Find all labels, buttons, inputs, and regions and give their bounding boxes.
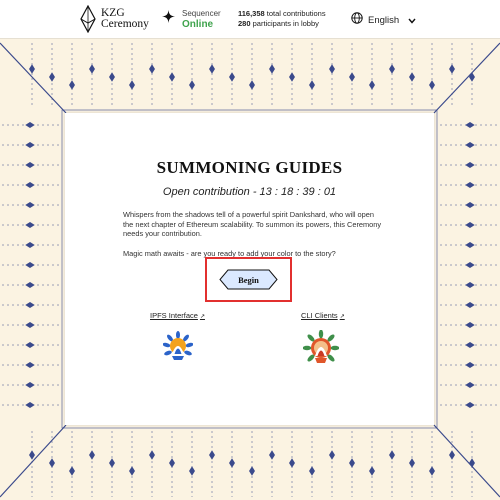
- ornament-mark: [26, 243, 34, 248]
- ornament-mark: [26, 343, 34, 348]
- sparkle-icon: [162, 10, 175, 28]
- ornament-mark: [230, 459, 235, 467]
- ornament-mark: [26, 183, 34, 188]
- ornament-mark: [26, 303, 34, 308]
- ornament-mark: [50, 73, 55, 81]
- ornament-mark: [390, 65, 395, 73]
- ornament-mark: [26, 363, 34, 368]
- brand-name: [101, 8, 149, 30]
- ornament-mark: [26, 283, 34, 288]
- ornament-mark: [26, 123, 34, 128]
- ornament-mark: [330, 451, 335, 459]
- ipfs-link-label: IPFS Interface: [150, 311, 198, 320]
- ornament-mark: [410, 73, 415, 81]
- ornament-mark: [310, 467, 315, 475]
- ornament-mark: [330, 65, 335, 73]
- ornament-mark: [26, 383, 34, 388]
- begin-button[interactable]: [219, 269, 278, 290]
- contributions-stat: [238, 9, 326, 19]
- ornament-mark: [450, 65, 455, 73]
- ornament-mark: [130, 81, 135, 89]
- participants-stat: [238, 19, 326, 29]
- ornament-mark: [466, 403, 474, 408]
- ornament-mark: [70, 467, 75, 475]
- page-title: SUMMONING GUIDES: [156, 158, 343, 177]
- countdown-seconds: 39: [302, 186, 315, 198]
- brand-line-1: KZG: [101, 7, 125, 19]
- ornament-mark: [250, 467, 255, 475]
- sequencer-label: Sequencer: [182, 9, 221, 18]
- ornament-mark: [466, 343, 474, 348]
- top-header: [0, 0, 500, 39]
- ornament-mark: [466, 303, 474, 308]
- ornament-mark: [90, 65, 95, 73]
- ornament-mark: [150, 65, 155, 73]
- ornament-mark: [0, 425, 66, 497]
- countdown-prefix: Open contribution -: [162, 186, 260, 198]
- language-label: English: [368, 14, 400, 26]
- ornament-mark: [0, 43, 66, 113]
- ornament-mark: [26, 263, 34, 268]
- brand-logo[interactable]: [80, 5, 149, 33]
- ornament-mark: [350, 73, 355, 81]
- ornament-mark: [450, 451, 455, 459]
- chevron-down-icon: [408, 11, 416, 29]
- sequencer-status: [162, 8, 221, 30]
- external-link-icon: ↗: [199, 314, 205, 320]
- kzg-logo-icon: [80, 5, 96, 33]
- ornament-mark: [190, 81, 195, 89]
- sequencer-online-status: Online: [182, 19, 214, 30]
- ornament-mark: [170, 459, 175, 467]
- ipfs-emblem-icon: [163, 330, 193, 367]
- ornament-mark: [210, 65, 215, 73]
- cli-clients-link[interactable]: [301, 311, 345, 320]
- cli-link-label: CLI Clients: [301, 311, 338, 320]
- ornament-mark: [370, 467, 375, 475]
- ornament-mark: [210, 451, 215, 459]
- ornament-mark: [26, 143, 34, 148]
- globe-icon: [351, 11, 363, 29]
- ornament-mark: [466, 243, 474, 248]
- ornament-mark: [466, 163, 474, 168]
- countdown-frames: 01: [323, 186, 337, 198]
- ornament-mark: [250, 81, 255, 89]
- ornament-mark: [230, 73, 235, 81]
- ornament-mark: [110, 73, 115, 81]
- ornament-mark: [26, 403, 34, 408]
- ornament-mark: [466, 323, 474, 328]
- cli-emblem-icon: [303, 330, 339, 371]
- ornament-mark: [466, 183, 474, 188]
- language-selector[interactable]: [351, 11, 416, 29]
- ornament-mark: [30, 451, 35, 459]
- contributions-count: 116,358: [238, 9, 265, 18]
- ornament-mark: [390, 451, 395, 459]
- ornament-mark: [350, 459, 355, 467]
- contributions-label: total contributions: [266, 9, 326, 18]
- ornament-mark: [310, 81, 315, 89]
- countdown-hours: 13: [259, 186, 272, 198]
- ornament-mark: [466, 363, 474, 368]
- ornament-mark: [270, 451, 275, 459]
- participants-label: participants in lobby: [252, 19, 319, 28]
- ornament-mark: [26, 203, 34, 208]
- ornament-mark: [90, 451, 95, 459]
- ornament-mark: [270, 65, 275, 73]
- ornament-mark: [190, 467, 195, 475]
- ornament-mark: [150, 451, 155, 459]
- ipfs-interface-link[interactable]: [150, 311, 205, 320]
- ornament-mark: [50, 459, 55, 467]
- ornament-mark: [434, 425, 500, 497]
- ornament-mark: [290, 73, 295, 81]
- ornament-mark: [290, 459, 295, 467]
- ornament-mark: [430, 467, 435, 475]
- ornament-mark: [466, 143, 474, 148]
- ornament-mark: [430, 81, 435, 89]
- ceremony-stats: [238, 9, 326, 29]
- contribution-countdown: Open contribution - 13 : 18 : 39 : 01: [162, 186, 337, 198]
- ornament-mark: [434, 43, 500, 113]
- ornament-mark: [26, 323, 34, 328]
- participants-count: 280: [238, 19, 251, 28]
- ornament-mark: [466, 223, 474, 228]
- ornament-mark: [466, 263, 474, 268]
- ceremony-card: [65, 113, 434, 425]
- description-paragraph-2: Magic math awaits - are you ready to add your color to the story?: [123, 249, 336, 259]
- external-link-icon: ↗: [339, 314, 345, 320]
- ornament-mark: [30, 65, 35, 73]
- countdown-minutes: 18: [280, 186, 294, 198]
- ornament-mark: [466, 203, 474, 208]
- brand-line-2: Ceremony: [101, 18, 149, 30]
- ornament-mark: [466, 123, 474, 128]
- description-paragraph-1: Whispers from the shadows tell of a powerful spirit Dankshard, who will open the next chapter of Ethereum scalability. To summon its powers, this Ceremony needs your contribution.: [123, 210, 382, 239]
- ornament-mark: [466, 383, 474, 388]
- ornament-mark: [70, 81, 75, 89]
- ornament-mark: [370, 81, 375, 89]
- begin-button-label: Begin: [238, 274, 259, 285]
- ornament-mark: [26, 223, 34, 228]
- ornament-mark: [130, 467, 135, 475]
- ornament-mark: [170, 73, 175, 81]
- ornament-mark: [466, 283, 474, 288]
- ornament-mark: [110, 459, 115, 467]
- ornament-mark: [26, 163, 34, 168]
- ornament-mark: [410, 459, 415, 467]
